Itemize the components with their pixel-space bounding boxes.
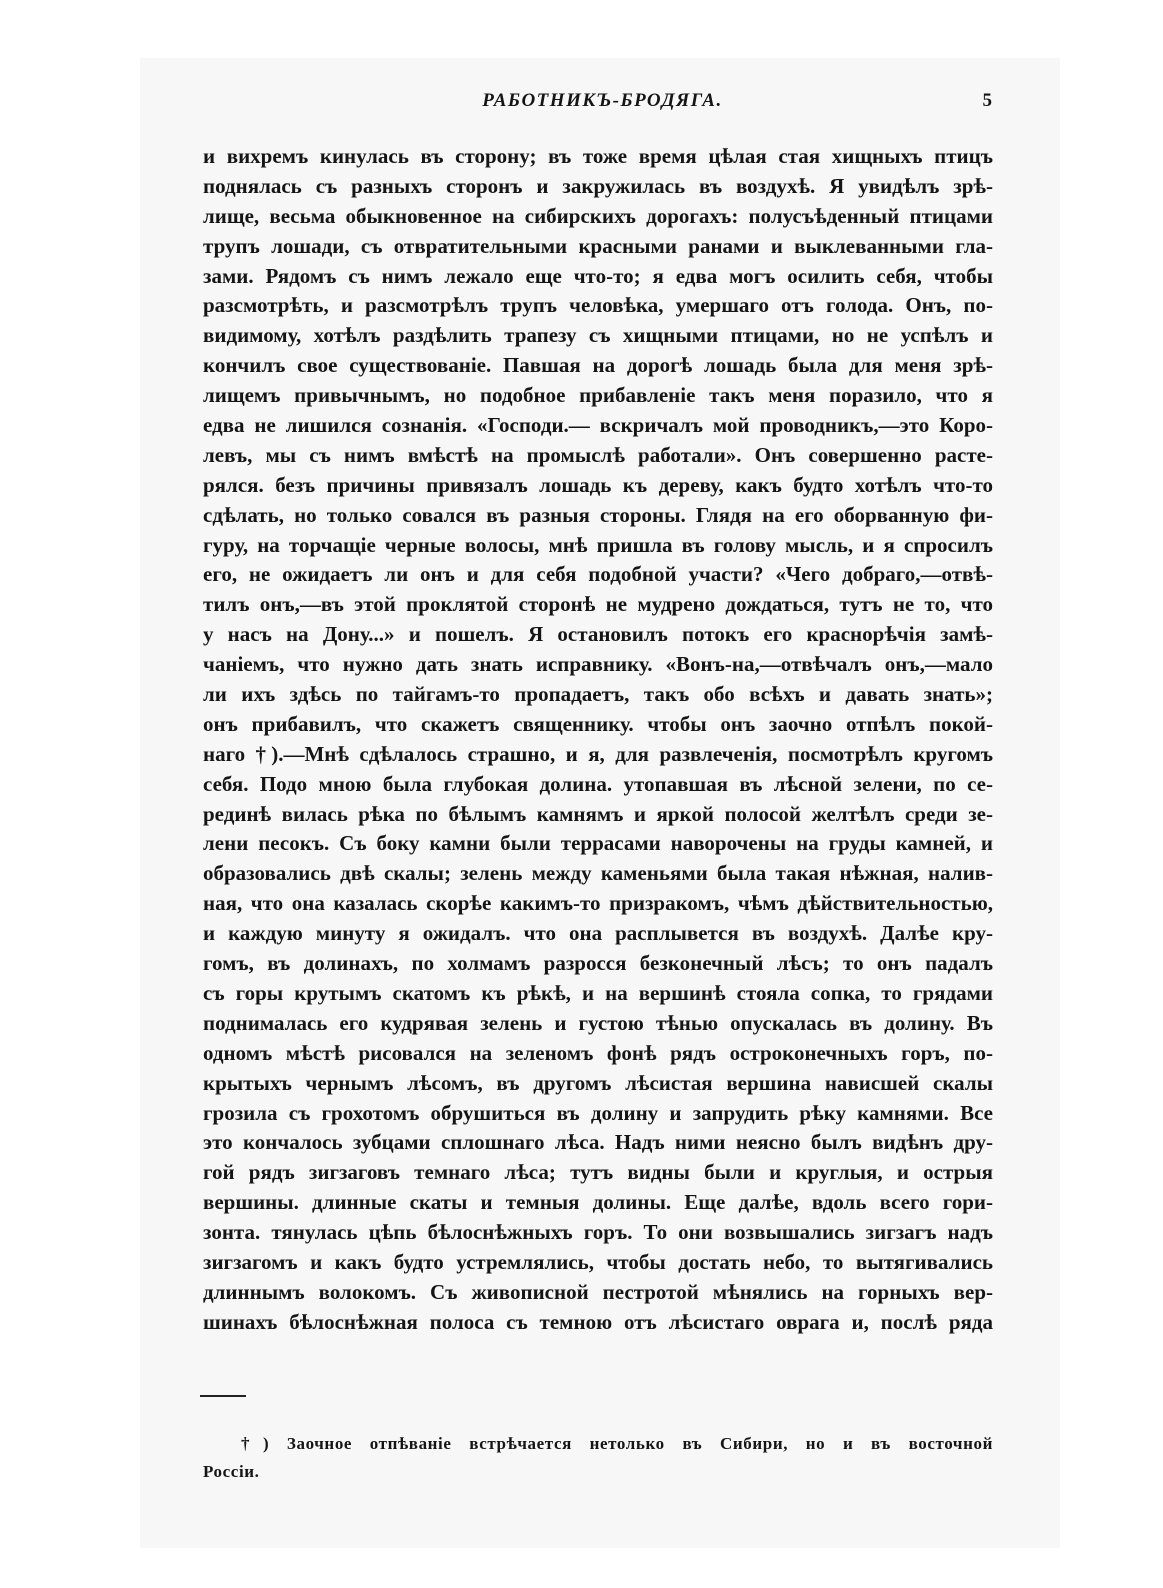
text-line: ная, что она казалась скорѣе какимъ-то призракомъ, чѣмъ дѣйствительностью, (203, 891, 993, 916)
text-line: одномъ мѣстѣ рисовался на зеленомъ фонѣ рядъ остроконечныхъ горъ, по- (203, 1040, 993, 1065)
text-line: рединѣ вилась рѣка по бѣлымъ камнямъ и яркой полосой желтѣлъ среди зе- (203, 801, 993, 826)
text-line: тилъ онъ,—въ этой проклятой сторонѣ не мудрено дождаться, тутъ не то, что (203, 592, 993, 617)
running-title: РАБОТНИКЪ-БРОДЯГА. (482, 90, 723, 111)
text-line: чаніемъ, что нужно дать знать исправнику. «Вонъ-на,—отвѣчалъ онъ,—мало (203, 652, 993, 677)
footnote-separator (200, 1395, 246, 1397)
text-line: наго †).—Мнѣ сдѣлалось страшно, и я, для развлеченія, посмотрѣлъ кругомъ (203, 741, 993, 766)
text-line: зигзагомъ и какъ будто устремлялись, чтобы достать небо, то вытягивались (203, 1249, 993, 1274)
text-line: грозила съ грохотомъ обрушиться въ долину и запрудить рѣку камнями. Все (203, 1100, 993, 1125)
text-line: лище, весьма обыкновенное на сибирскихъ дорогахъ: полусъѣденный птицами (203, 203, 993, 228)
text-line: зонта. тянулась цѣпь бѣлоснѣжныхъ горъ. То они возвышались зигзагъ надъ (203, 1220, 993, 1245)
text-line: вершины. длинные скаты и темныя долины. Еще далѣе, вдоль всего гори- (203, 1190, 993, 1215)
text-line: лищемъ привычнымъ, но подобное прибавленіе такъ меня поразило, что я (203, 383, 993, 408)
text-line: и каждую минуту я ожидалъ. что она расплывется въ воздухѣ. Далѣе кру- (203, 921, 993, 946)
text-line: едва не лишился сознанія. «Господи.— вскричалъ мой проводникъ,—это Коро- (203, 413, 993, 438)
text-line: рялся. безъ причины привязалъ лошадь къ дереву, какъ будто хотѣлъ что-то (203, 472, 993, 497)
text-line: его, не ожидаетъ ли онъ и для себя подобной участи? «Чего добраго,—отвѣ- (203, 562, 993, 587)
text-line: видимому, хотѣлъ раздѣлить трапезу съ хищными птицами, но не успѣлъ и (203, 323, 993, 348)
text-line: шинахъ бѣлоснѣжная полоса съ темною отъ лѣсистаго оврага и, послѣ ряда (203, 1309, 993, 1334)
text-line: гуру, на торчащіе черные волосы, мнѣ пришла въ голову мысль, и я спросилъ (203, 532, 993, 557)
text-line: крытыхъ чернымъ лѣсомъ, въ другомъ лѣсистая вершина нависшей скалы (203, 1070, 993, 1095)
text-line: гомъ, въ долинахъ, по холмамъ разросся безконечный лѣсъ; то онъ падалъ (203, 951, 993, 976)
text-line: ли ихъ здѣсь по тайгамъ-то пропадаетъ, такъ обо всѣхъ и давать знать»; (203, 682, 993, 707)
text-line: образовались двѣ скалы; зелень между каменьями была такая нѣжная, налив- (203, 861, 993, 886)
text-line: гой рядъ зигзаговъ темнаго лѣса; тутъ видны были и круглыя, и острыя (203, 1160, 993, 1185)
text-line: длиннымъ волокомъ. Съ живописной пестротой мѣнялись на горныхъ вер- (203, 1279, 993, 1304)
text-line: и вихремъ кинулась въ сторону; въ тоже время цѣлая стая хищныхъ птицъ (203, 144, 993, 168)
text-line: кончилъ свое существованіе. Павшая на дорогѣ лошадь была для меня зрѣ- (203, 353, 993, 378)
text-line: у насъ на Дону...» и пошелъ. Я остановилъ потокъ его краснорѣчія замѣ- (203, 622, 993, 647)
body-text (203, 142, 993, 1338)
text-line: левъ, мы съ нимъ вмѣстѣ на промыслѣ работали». Онъ совершенно расте- (203, 442, 993, 467)
page-header (205, 90, 1000, 126)
text-line: съ горы крутымъ скатомъ къ рѣкѣ, и на вершинѣ стояла сопка, то грядами (203, 980, 993, 1005)
text-line: трупъ лошади, съ отвратительными красными ранами и выклеванными гла- (203, 233, 993, 258)
text-line: поднялась съ разныхъ сторонъ и закружилась въ воздухѣ. Я увидѣлъ зрѣ- (203, 173, 993, 198)
text-line: поднималась его кудрявая зелень и густою тѣнью опускалась въ долину. Въ (203, 1010, 993, 1035)
text-line: это кончалось зубцами сплошнаго лѣса. Надъ ними неясно былъ видѣнъ дру- (203, 1130, 993, 1155)
footnote-line: †) Заочное отпѣваніе встрѣчается нетолько въ Сибири, но и въ восточной (241, 1434, 993, 1453)
text-line: зами. Рядомъ съ нимъ лежало еще что-то; я едва могъ осилить себя, чтобы (203, 263, 993, 288)
text-line: лени песокъ. Съ боку камни были террасами наворочены на груды камней, и (203, 831, 993, 856)
text-line: разсмотрѣть, и разсмотрѣлъ трупъ человѣка, умершаго отъ голода. Онъ, по- (203, 293, 993, 318)
text-line: себя. Подо мною была глубокая долина. утопавшая въ лѣсной зелени, по се- (203, 771, 993, 796)
text-line: онъ прибавилъ, что скажетъ священнику. чтобы онъ заочно отпѣлъ покой- (203, 711, 993, 736)
footnote-line: Россіи. (203, 1462, 260, 1481)
text-line: сдѣлать, но только совался въ разныя стороны. Глядя на его оборванную фи- (203, 502, 993, 527)
page-number: 5 (982, 90, 992, 111)
footnote (203, 1430, 993, 1486)
